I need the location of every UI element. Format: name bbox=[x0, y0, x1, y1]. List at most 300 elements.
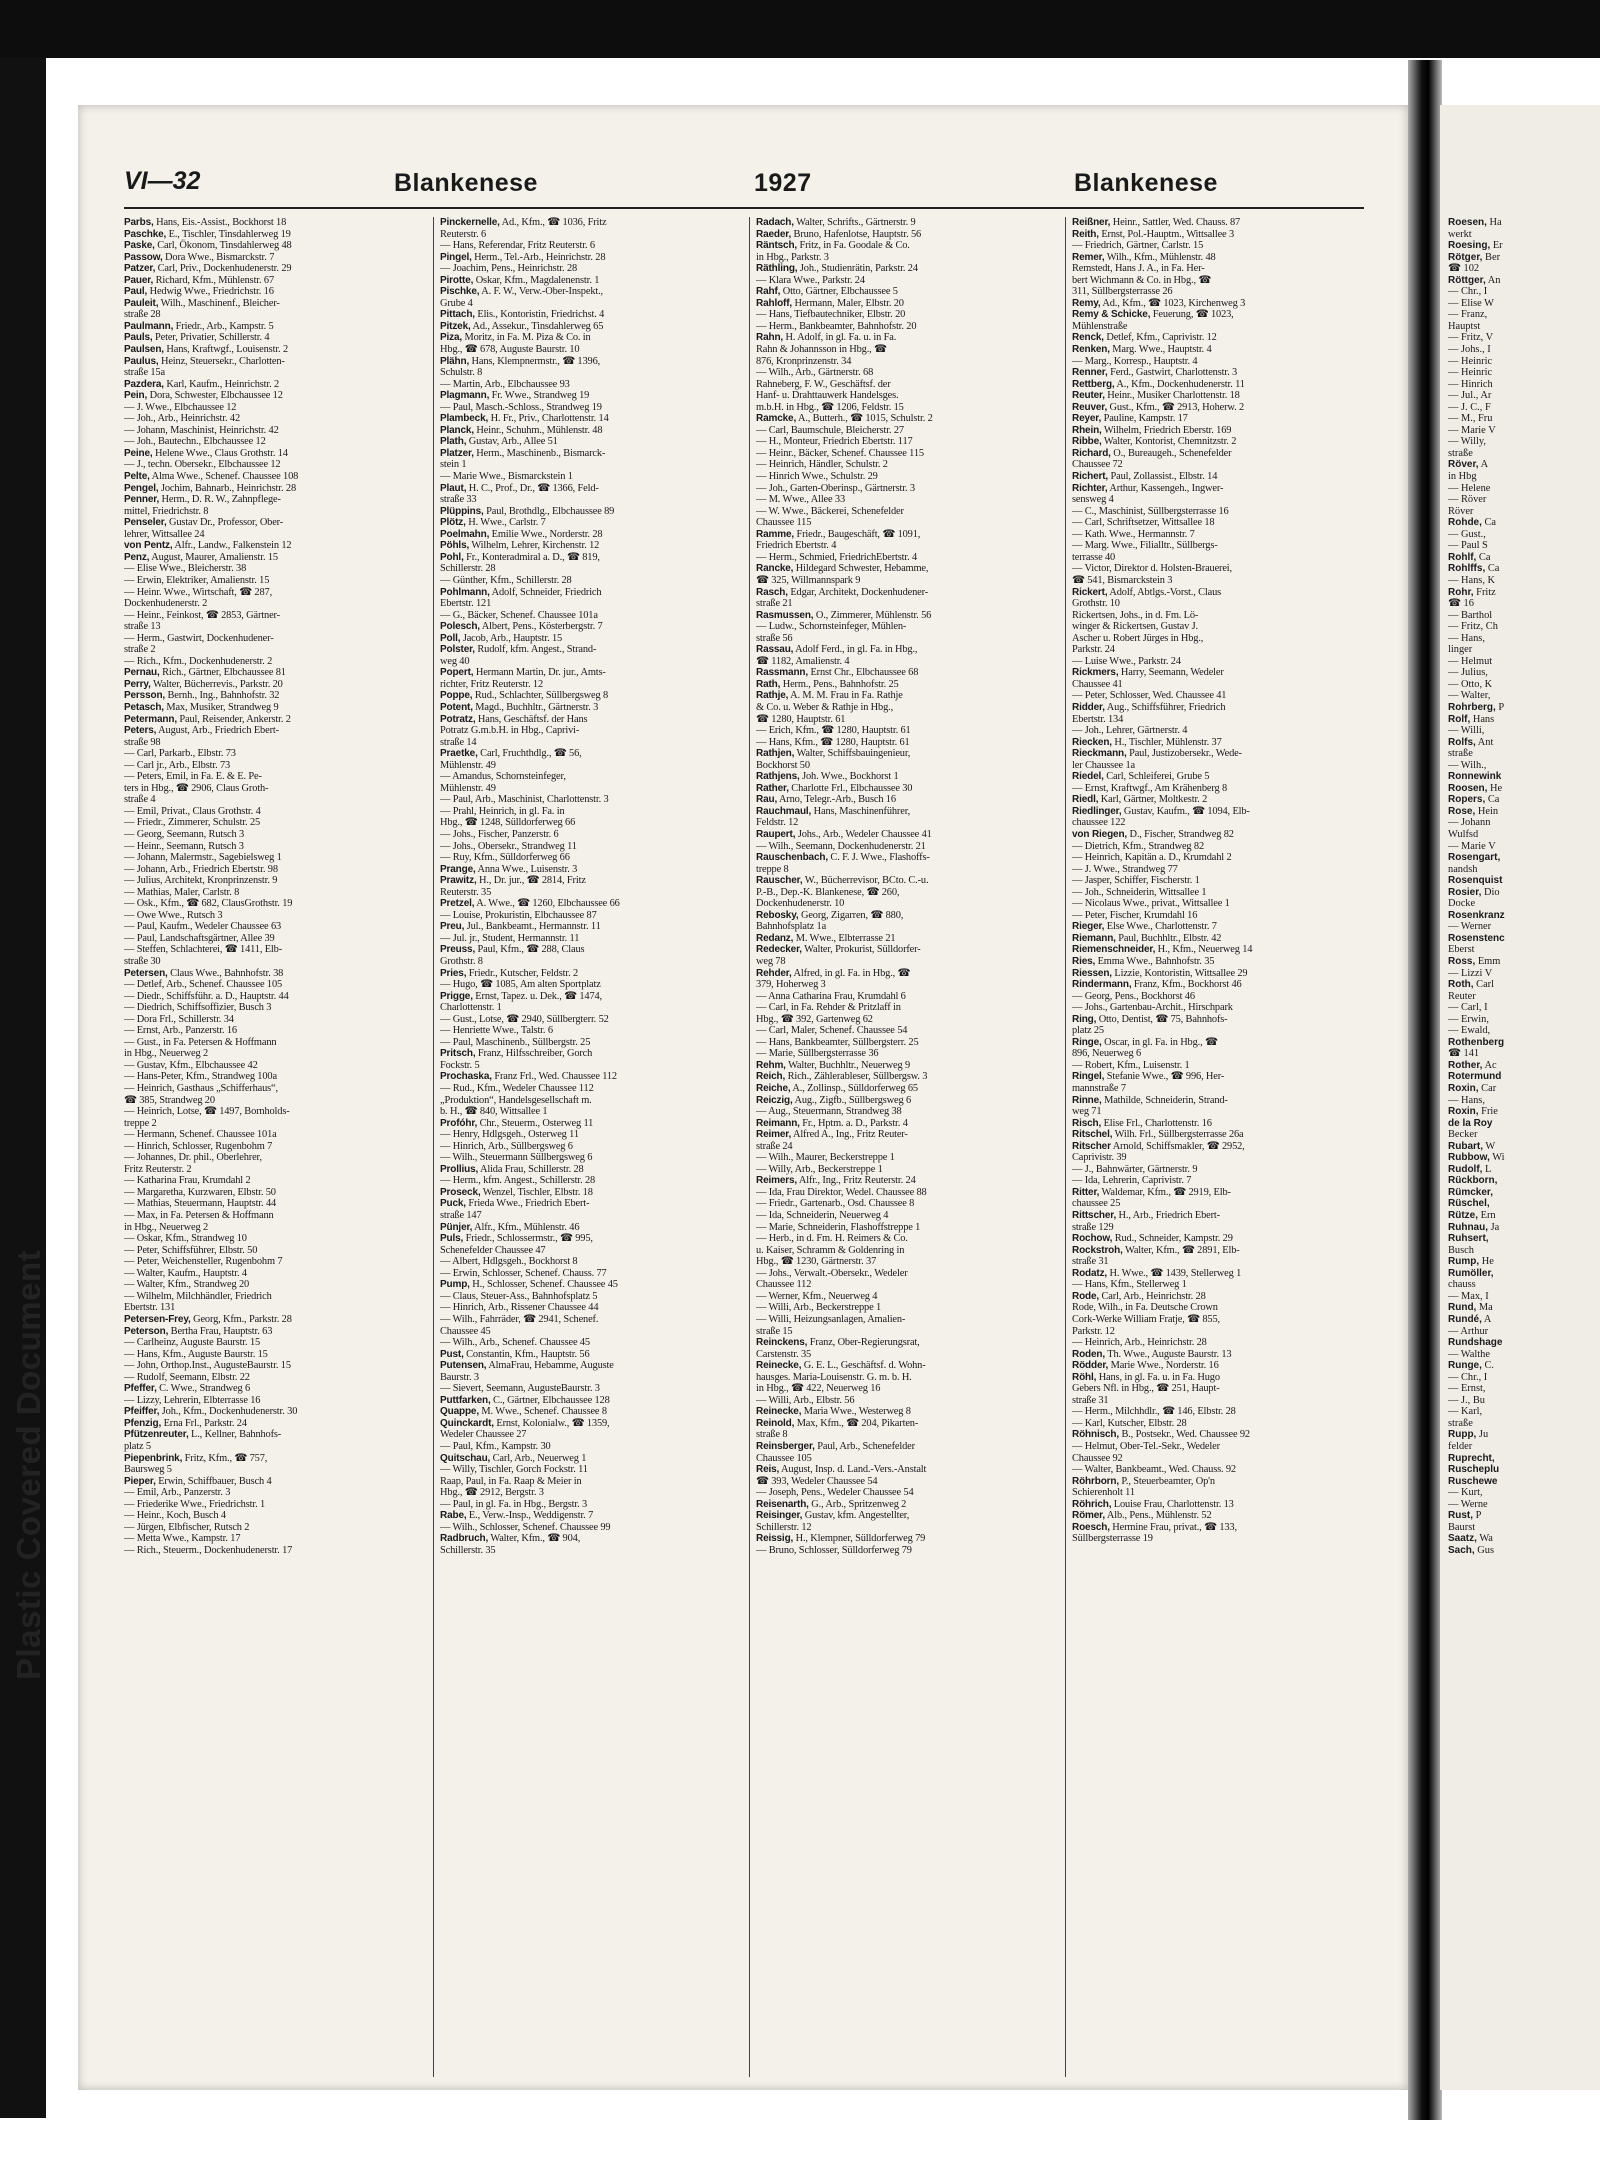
directory-entry bbox=[124, 1187, 422, 1199]
directory-entry bbox=[124, 1545, 422, 1557]
directory-entry bbox=[124, 448, 422, 460]
directory-entry bbox=[756, 563, 1054, 575]
entry-surname: Ronnewink bbox=[1448, 771, 1502, 783]
entry-details: Franz Frl., Wed. Chaussee 112 bbox=[491, 1071, 617, 1083]
directory-entry bbox=[440, 575, 738, 587]
entry-details: — Otto, K bbox=[1448, 678, 1493, 690]
entry-details: Docke bbox=[1448, 898, 1476, 910]
directory-entry bbox=[1072, 1279, 1370, 1291]
entry-details: — Wilh., Seemann, Dockenhudenerstr. 21 bbox=[756, 840, 926, 852]
directory-entry bbox=[440, 1083, 738, 1095]
entry-details: — Fritz, V bbox=[1448, 332, 1494, 344]
entry-details: — Jul., Ar bbox=[1448, 390, 1492, 402]
entry-surname: Ries, bbox=[1072, 956, 1096, 967]
entry-details: — Oskar, Kfm., Strandweg 10 bbox=[124, 1233, 247, 1245]
entry-details: Hedwig Wwe., Friedrichstr. 16 bbox=[147, 286, 274, 298]
entry-surname: Puttfarken, bbox=[440, 1394, 491, 1406]
entry-details: Fr., Konteradmiral a. D., ☎ 819, bbox=[463, 551, 600, 563]
entry-details: — Mathias, Maler, Carlstr. 8 bbox=[124, 886, 240, 898]
directory-entry bbox=[440, 1233, 738, 1245]
entry-surname: Paulus, bbox=[124, 355, 159, 367]
directory-entry bbox=[124, 1406, 422, 1418]
entry-details: straße 30 bbox=[124, 956, 161, 967]
directory-entry bbox=[756, 540, 1054, 552]
directory-entry bbox=[1072, 898, 1370, 910]
entry-details: Ja bbox=[1488, 1221, 1500, 1233]
directory-entry bbox=[756, 1002, 1054, 1014]
entry-surname: Reinckens, bbox=[756, 1337, 808, 1349]
entry-details: Ca bbox=[1481, 517, 1497, 529]
entry-details: — Ernst, Arb., Panzerstr. 16 bbox=[124, 1025, 237, 1037]
directory-entry bbox=[440, 309, 738, 321]
entry-details: — Friedr., Gartenarb., Osd. Chaussee 8 bbox=[756, 1198, 915, 1210]
directory-entry bbox=[440, 656, 738, 668]
directory-entry bbox=[1072, 1314, 1370, 1326]
directory-entry bbox=[756, 217, 1054, 229]
directory-entry bbox=[440, 1118, 738, 1130]
entry-details: — Werne bbox=[1448, 1498, 1488, 1510]
entry-details: — J., Bu bbox=[1448, 1394, 1485, 1406]
directory-entry bbox=[440, 1095, 738, 1107]
entry-details: Mathilde, Schneiderin, Strand- bbox=[1101, 1094, 1228, 1106]
entry-surname: Rose, bbox=[1448, 805, 1476, 817]
entry-details: — Hans, Bankbeamter, Süllbergsterr. 25 bbox=[756, 1036, 919, 1048]
entry-details: Georg, Kfm., Parkstr. 28 bbox=[190, 1313, 292, 1325]
entry-details: Alfr., Kfm., Mühlenstr. 46 bbox=[472, 1221, 580, 1233]
entry-surname: Rauschenbach, bbox=[756, 852, 828, 864]
entry-details: — Hinrich, Arb., Rissener Chaussee 44 bbox=[440, 1302, 599, 1314]
entry-details: Paul, Reisender, Ankerstr. 2 bbox=[176, 713, 291, 725]
entry-surname: Rudolf, bbox=[1448, 1163, 1483, 1175]
entry-surname: Pischke, bbox=[440, 286, 480, 298]
directory-entry bbox=[756, 413, 1054, 425]
directory-entry bbox=[1448, 679, 1598, 691]
directory-entry bbox=[124, 679, 422, 691]
directory-entry bbox=[440, 621, 738, 633]
directory-entry bbox=[1448, 1279, 1598, 1291]
directory-entry bbox=[440, 1037, 738, 1049]
entry-details: Paul, Justizobersekr., Wede- bbox=[1126, 748, 1242, 760]
directory-entry bbox=[440, 1245, 738, 1257]
entry-details: — Rudolf, Seemann, Elbstr. 22 bbox=[124, 1371, 250, 1383]
directory-entry bbox=[124, 1279, 422, 1291]
entry-surname: Paulsen, bbox=[124, 344, 164, 356]
entry-details: Fritz, in Fa. Goodale & Co. bbox=[797, 240, 910, 252]
directory-entry bbox=[1072, 991, 1370, 1003]
entry-details: He bbox=[1487, 782, 1503, 794]
directory-entry bbox=[1072, 760, 1370, 772]
directory-entry bbox=[756, 483, 1054, 495]
entry-details: Wedeler Chaussee 27 bbox=[440, 1429, 527, 1441]
entry-surname: Rothenberg bbox=[1448, 1036, 1505, 1048]
entry-surname: Rauchmaul, bbox=[756, 805, 812, 817]
directory-entry bbox=[756, 1048, 1054, 1060]
directory-entry bbox=[756, 1245, 1054, 1257]
entry-details: weg 40 bbox=[440, 655, 470, 667]
directory-entry bbox=[756, 1095, 1054, 1107]
entry-details: Walter, Kfm., ☎ 2891, Elb- bbox=[1122, 1244, 1240, 1256]
scan-border-left bbox=[0, 58, 46, 2118]
entry-details: Albert, Pens., Kösterbergstr. 7 bbox=[479, 621, 603, 633]
directory-entry bbox=[440, 783, 738, 795]
entry-details: — Prahl, Heinrich, in gl. Fa. in bbox=[440, 805, 565, 817]
entry-details: Walter, Schiffsbauingenieur, bbox=[794, 748, 911, 760]
entry-details: Car bbox=[1478, 1083, 1497, 1095]
entry-surname: Röhnisch, bbox=[1072, 1429, 1119, 1441]
directory-entry bbox=[756, 1533, 1054, 1545]
entry-details: Reuterstr. 6 bbox=[440, 228, 487, 240]
entry-details: — Paul, Landschaftsgärtner, Allee 39 bbox=[124, 932, 275, 944]
directory-entry bbox=[1072, 1429, 1370, 1441]
directory-entry bbox=[1448, 252, 1598, 264]
entry-surname: Saatz, bbox=[1448, 1533, 1477, 1545]
directory-entry bbox=[124, 425, 422, 437]
directory-entry bbox=[440, 1395, 738, 1407]
entry-details: Aug., Zigfb., Süllbergsweg 6 bbox=[792, 1094, 912, 1106]
entry-details: Heinr., Sattler, Wed. Chauss. 87 bbox=[1110, 217, 1241, 228]
directory-entry bbox=[1072, 563, 1370, 575]
directory-entry bbox=[124, 1314, 422, 1326]
entry-surname: Parbs, bbox=[124, 217, 154, 228]
directory-entry bbox=[756, 436, 1054, 448]
entry-surname: Petersen-Frey, bbox=[124, 1313, 191, 1325]
entry-details: — Jasper, Schiffer, Fischerstr. 1 bbox=[1072, 875, 1200, 887]
entry-details: Chaussee 112 bbox=[756, 1279, 812, 1291]
entry-details: straße 15 bbox=[756, 1325, 793, 1337]
directory-entry bbox=[124, 852, 422, 864]
directory-entry bbox=[1072, 436, 1370, 448]
directory-entry bbox=[440, 217, 738, 229]
entry-details: Hauptst bbox=[1448, 320, 1481, 332]
entry-details: — Dora Frl., Schillerstr. 34 bbox=[124, 1013, 234, 1025]
entry-details: L bbox=[1482, 1163, 1492, 1175]
directory-entry bbox=[756, 1118, 1054, 1130]
directory-entry bbox=[440, 356, 738, 368]
entry-surname: Rathje, bbox=[756, 690, 789, 702]
entry-surname: Radach, bbox=[756, 217, 794, 228]
directory-entry bbox=[440, 1129, 738, 1141]
entry-details: — Osk., Kfm., ☎ 682, ClausGrothstr. 19 bbox=[124, 898, 293, 910]
entry-details: — Heinric bbox=[1448, 355, 1493, 367]
entry-details: Ca bbox=[1485, 563, 1500, 575]
entry-details: — Peters, Emil, in Fa. E. & E. Pe- bbox=[124, 771, 262, 783]
entry-details: Grothstr. 8 bbox=[440, 956, 483, 967]
directory-entry bbox=[1072, 875, 1370, 887]
entry-surname: Rundé, bbox=[1448, 1313, 1482, 1325]
directory-entry bbox=[756, 252, 1054, 264]
entry-details: Baurstr. 3 bbox=[440, 1371, 479, 1383]
entry-details: — Julius, bbox=[1448, 667, 1488, 679]
entry-details: — Wilhelm, Milchhändler, Friedrich bbox=[124, 1290, 272, 1302]
directory-entry bbox=[440, 714, 738, 726]
entry-surname: Römer, bbox=[1072, 1510, 1106, 1522]
entry-surname: Roosen, bbox=[1448, 782, 1488, 794]
entry-surname: Rancke, bbox=[756, 563, 794, 575]
entry-details: Carstenstr. 35 bbox=[756, 1348, 812, 1360]
entry-details: Gustav, Arb., Allee 51 bbox=[466, 436, 558, 448]
entry-details: — Gust., bbox=[1448, 528, 1486, 540]
directory-entry bbox=[1072, 887, 1370, 899]
entry-surname: Pritsch, bbox=[440, 1048, 476, 1060]
directory-entry bbox=[1448, 1291, 1598, 1303]
entry-details: O., Zimmerer, Mühlenstr. 56 bbox=[813, 609, 932, 621]
directory-entry bbox=[440, 725, 738, 737]
directory-entry bbox=[124, 1129, 422, 1141]
entry-details: Louise Frau, Charlottenstr. 13 bbox=[1111, 1498, 1234, 1510]
directory-entry bbox=[1072, 379, 1370, 391]
directory-entry bbox=[756, 1302, 1054, 1314]
directory-entry bbox=[440, 506, 738, 518]
entry-details: Wa bbox=[1476, 1533, 1493, 1545]
directory-entry bbox=[1448, 1106, 1598, 1118]
entry-details: C. bbox=[1481, 1360, 1495, 1372]
entry-details: Hermann, Maler, Elbstr. 20 bbox=[792, 297, 904, 309]
entry-details: Fritz, Kfm., ☎ 757, bbox=[182, 1452, 268, 1464]
entry-details: — Herb., in d. Fm. H. Reimers & Co. bbox=[756, 1233, 908, 1245]
entry-details: Arno, Telegr.-Arb., Busch 16 bbox=[777, 794, 896, 806]
entry-details: H. Wwe., ☎ 1439, Stellerweg 1 bbox=[1107, 1267, 1242, 1279]
entry-details: Hein bbox=[1475, 805, 1499, 817]
entry-details: Fr., Hptm. a. D., Parkstr. 4 bbox=[799, 1117, 908, 1129]
entry-surname: Petasch, bbox=[124, 701, 164, 713]
entry-details: Wilh., Maschinenf., Bleicher- bbox=[158, 297, 280, 309]
directory-entry bbox=[440, 760, 738, 772]
entry-details: — Werner bbox=[1448, 921, 1492, 933]
directory-entry bbox=[440, 852, 738, 864]
directory-entry bbox=[1448, 1222, 1598, 1234]
directory-entry bbox=[756, 1152, 1054, 1164]
entry-surname: Rehder, bbox=[756, 967, 792, 979]
directory-entry bbox=[1072, 748, 1370, 760]
entry-surname: Persson, bbox=[124, 690, 166, 702]
directory-entry bbox=[440, 1210, 738, 1222]
entry-surname: Roesch, bbox=[1072, 1521, 1110, 1533]
directory-entry bbox=[1448, 356, 1598, 368]
entry-details: Schillerstr. 35 bbox=[440, 1544, 496, 1556]
entry-details: — Wilh., Schlosser, Schenef. Chaussee 99 bbox=[440, 1521, 611, 1533]
directory-entry bbox=[1072, 1522, 1370, 1534]
entry-surname: Ropers, bbox=[1448, 794, 1486, 806]
directory-entry bbox=[440, 1048, 738, 1060]
directory-entry bbox=[1448, 494, 1598, 506]
entry-details: — Joh., Bautechn., Elbchaussee 12 bbox=[124, 436, 266, 448]
directory-entry bbox=[124, 1245, 422, 1257]
directory-entry bbox=[124, 298, 422, 310]
entry-details: straße 56 bbox=[756, 632, 793, 644]
entry-details: ☎ 1280, Hauptstr. 61 bbox=[756, 713, 846, 725]
directory-entry bbox=[1448, 1533, 1598, 1545]
directory-entry bbox=[124, 921, 422, 933]
entry-surname: Röver, bbox=[1448, 459, 1479, 471]
directory-entry bbox=[440, 633, 738, 645]
directory-entry bbox=[756, 494, 1054, 506]
directory-entry bbox=[1072, 921, 1370, 933]
directory-entry bbox=[1448, 598, 1598, 610]
directory-entry bbox=[1072, 1048, 1370, 1060]
entry-surname: Rieger, bbox=[1072, 921, 1105, 933]
entry-details: Franz, Ober-Regierungsrat, bbox=[807, 1337, 920, 1349]
entry-details: Helene Wwe., Claus Grothstr. 14 bbox=[152, 447, 288, 459]
entry-details: — Heinrich, Arb., Heinrichstr. 28 bbox=[1072, 1337, 1207, 1349]
entry-surname: Plüppins, bbox=[440, 505, 484, 517]
directory-entry bbox=[1448, 910, 1598, 922]
entry-details: — Julius, Architekt, Kronprinzenstr. 9 bbox=[124, 875, 278, 887]
entry-details: — Carlheinz, Auguste Baurstr. 15 bbox=[124, 1337, 261, 1349]
entry-details: — Klara Wwe., Parkstr. 24 bbox=[756, 274, 865, 286]
directory-entry bbox=[1448, 610, 1598, 622]
directory-entry bbox=[1448, 771, 1598, 783]
entry-details: nandsh bbox=[1448, 863, 1478, 875]
directory-entry bbox=[1448, 1198, 1598, 1210]
entry-details: Potratz G.m.b.H. in Hbg., Caprivi- bbox=[440, 725, 580, 737]
directory-entry bbox=[1072, 229, 1370, 241]
directory-entry bbox=[1072, 1118, 1370, 1130]
entry-surname: Plähn, bbox=[440, 355, 470, 367]
entry-details: Walter, Prokurist, Sülldorfer- bbox=[801, 944, 921, 956]
directory-entry bbox=[1448, 748, 1598, 760]
entry-details: E., Verw.-Insp., Weddigenstr. 7 bbox=[466, 1510, 594, 1522]
directory-entry bbox=[1072, 1383, 1370, 1395]
entry-details: — Walthe bbox=[1448, 1348, 1490, 1360]
directory-entry bbox=[756, 356, 1054, 368]
entry-details: Marg. Wwe., Hauptstr. 4 bbox=[1109, 344, 1212, 356]
entry-surname: Röttger, bbox=[1448, 274, 1486, 286]
entry-details: — Wilh., Fahrräder, ☎ 2941, Schenef. bbox=[440, 1313, 599, 1325]
directory-entry bbox=[756, 702, 1054, 714]
directory-entry bbox=[1072, 587, 1370, 599]
entry-details: August, Arb., Friedrich Ebert- bbox=[156, 725, 279, 737]
directory-entry bbox=[756, 748, 1054, 760]
directory-entry bbox=[1072, 1441, 1370, 1453]
entry-details: — Heinric bbox=[1448, 367, 1493, 379]
directory-entry bbox=[756, 1187, 1054, 1199]
directory-entry bbox=[1072, 1245, 1370, 1257]
directory-entry bbox=[1072, 621, 1370, 633]
entry-surname: Peine, bbox=[124, 447, 153, 459]
directory-entry bbox=[756, 1291, 1054, 1303]
directory-entry bbox=[1448, 575, 1598, 587]
header-year: 1927 bbox=[754, 169, 812, 197]
directory-entry bbox=[124, 656, 422, 668]
entry-surname: Rohlf, bbox=[1448, 551, 1477, 563]
entry-surname: Ramme, bbox=[756, 528, 795, 540]
entry-details: — Amandus, Schornsteinfeger, bbox=[440, 771, 566, 783]
entry-details: Fritz bbox=[1473, 586, 1496, 598]
entry-details: Th. Wwe., Auguste Baurstr. 13 bbox=[1105, 1348, 1232, 1360]
entry-details: Hanf- u. Drahttauwerk Handelsges. bbox=[756, 390, 899, 402]
directory-entry bbox=[1072, 529, 1370, 541]
entry-surname: Pöhls, bbox=[440, 540, 470, 552]
entry-details: — Heinr., Bäcker, Schenef. Chaussee 115 bbox=[756, 447, 924, 459]
entry-surname: Rau, bbox=[756, 794, 778, 806]
directory-entry bbox=[756, 1014, 1054, 1026]
entry-details: mannstraße 7 bbox=[1072, 1083, 1126, 1095]
entry-details: — Heinrich, Gasthaus „Schifferhaus“, bbox=[124, 1083, 278, 1095]
directory-entry bbox=[756, 344, 1054, 356]
entry-details: — Hans, Kfm., ☎ 1280, Hauptstr. 61 bbox=[756, 736, 910, 748]
entry-surname: Rahn, bbox=[756, 332, 784, 344]
directory-entry bbox=[124, 910, 422, 922]
directory-entry bbox=[1448, 1383, 1598, 1395]
directory-entry bbox=[756, 760, 1054, 772]
directory-entry bbox=[1448, 933, 1598, 945]
entry-details: Herm., Pens., Bahnhofstr. 25 bbox=[780, 678, 899, 690]
entry-details: August, Maurer, Amalienstr. 15 bbox=[149, 551, 278, 563]
directory-entry bbox=[1072, 1360, 1370, 1372]
directory-entry bbox=[1448, 459, 1598, 471]
entry-details: weg 78 bbox=[756, 956, 786, 967]
entry-details: Schenefelder Chaussee 47 bbox=[440, 1244, 546, 1256]
directory-entry bbox=[1448, 1441, 1598, 1453]
entry-details: — Elise Wwe., Bleicherstr. 38 bbox=[124, 563, 247, 575]
entry-details: — Henry, Hdlgsgeh., Osterweg 11 bbox=[440, 1129, 579, 1141]
directory-entry bbox=[440, 252, 738, 264]
entry-details: Ern bbox=[1478, 1210, 1496, 1222]
entry-surname: Pauer, bbox=[124, 274, 154, 286]
directory-entry bbox=[756, 1106, 1054, 1118]
entry-details: Carl, Arb., Neuerweg 1 bbox=[490, 1452, 587, 1464]
entry-details: Walter, Buchhltr., Neuerweg 9 bbox=[785, 1059, 911, 1071]
directory-entry bbox=[440, 1372, 738, 1384]
entry-details: felder bbox=[1448, 1440, 1473, 1452]
entry-surname: Rump, bbox=[1448, 1256, 1480, 1268]
directory-columns bbox=[122, 217, 1372, 2077]
entry-details: Karl, Kaufm., Heinrichstr. 2 bbox=[163, 378, 280, 390]
entry-details: Charlotte Frl., Elbchaussee 30 bbox=[788, 782, 913, 794]
directory-entry bbox=[756, 332, 1054, 344]
entry-surname: Reich, bbox=[756, 1071, 786, 1083]
book-gutter bbox=[1408, 60, 1442, 2120]
directory-entry bbox=[1448, 841, 1598, 853]
entry-details: — Marie Wwe., Bismarckstein 1 bbox=[440, 471, 573, 483]
entry-surname: Rosenstenc bbox=[1448, 932, 1505, 944]
entry-details: Else Wwe., Charlottenstr. 7 bbox=[1104, 921, 1217, 933]
directory-page bbox=[78, 105, 1408, 2090]
directory-entry bbox=[124, 356, 422, 368]
entry-details: — Karl, Kutscher, Elbstr. 28 bbox=[1072, 1417, 1187, 1429]
entry-details: — Herm., Gastwirt, Dockenhudener- bbox=[124, 632, 274, 644]
entry-surname: Praetke, bbox=[440, 748, 478, 760]
entry-details: Ernst, Tapez. u. Dek., ☎ 1474, bbox=[472, 990, 603, 1002]
directory-entry bbox=[124, 379, 422, 391]
entry-surname: Rickmers, bbox=[1072, 667, 1119, 679]
entry-details: Carl, Priv., Dockenhudenerstr. 29 bbox=[155, 263, 292, 275]
entry-details: Herm., Tel.-Arb., Heinrichstr. 28 bbox=[471, 251, 606, 263]
directory-entry bbox=[124, 1499, 422, 1511]
entry-details: Hildegard Schwester, Hebamme, bbox=[793, 563, 929, 575]
entry-surname: Rohde, bbox=[1448, 517, 1482, 529]
entry-details: — Ida, Frau Direktor, Wedel. Chaussee 88 bbox=[756, 1186, 927, 1198]
entry-details: Baurst bbox=[1448, 1521, 1476, 1533]
entry-surname: Richter, bbox=[1072, 482, 1108, 494]
directory-entry bbox=[440, 679, 738, 691]
directory-entry bbox=[1448, 1395, 1598, 1407]
directory-entry bbox=[124, 1453, 422, 1465]
directory-entry bbox=[1448, 286, 1598, 298]
entry-details: Röver bbox=[1448, 505, 1474, 517]
entry-details: Franz, Hilfsschreiber, Gorch bbox=[475, 1048, 593, 1060]
directory-entry bbox=[124, 1510, 422, 1522]
directory-entry bbox=[440, 910, 738, 922]
directory-entry bbox=[440, 1476, 738, 1488]
directory-entry bbox=[124, 471, 422, 483]
entry-details: Erna Frl., Parkstr. 24 bbox=[161, 1417, 247, 1429]
directory-entry bbox=[440, 702, 738, 714]
directory-entry bbox=[1072, 1187, 1370, 1199]
directory-entry bbox=[440, 1441, 738, 1453]
directory-entry bbox=[124, 367, 422, 379]
directory-entry bbox=[1072, 910, 1370, 922]
